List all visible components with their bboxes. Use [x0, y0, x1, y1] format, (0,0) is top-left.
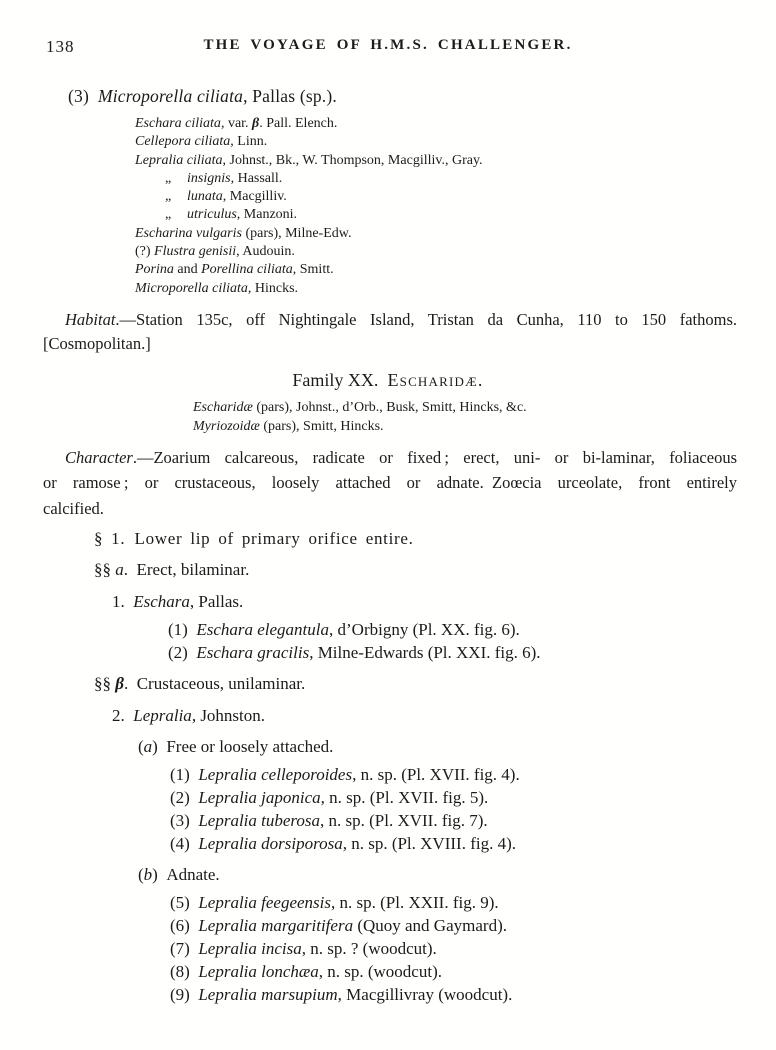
synonymy-list — [135, 115, 776, 298]
group-b-adnate: (b) Adnate. — [138, 865, 220, 885]
synonym-lepralia-insignis: „ insignis, Hassall. — [165, 170, 283, 186]
habitat-line: [Cosmopolitan.] — [43, 333, 151, 353]
character-line: or ramose ; or crustaceous, loosely attached or adnate. Zoœcia urceolate, front entirely — [43, 473, 737, 493]
synonym-lepralia-ciliata: Lepralia ciliata, Johnst., Bk., W. Thompson, Macgilliv., Gray. — [135, 152, 483, 168]
species-eschara-elegantula: (1) Eschara elegantula, d’Orbigny (Pl. XX. fig. 6). — [168, 620, 520, 640]
synonym-cellepora-ciliata: Cellepora ciliata, Linn. — [135, 134, 268, 150]
species-lepralia-japonica: (2) Lepralia japonica, n. sp. (Pl. XVII. fig. 5). — [170, 788, 489, 808]
synonym-escharina-vulgaris: Escharina vulgaris (pars), Milne-Edw. — [135, 225, 352, 241]
genus-2-lepralia: 2. Lepralia, Johnston. — [112, 706, 266, 726]
running-title: THE VOYAGE OF H.M.S. CHALLENGER. — [203, 37, 573, 53]
species-lepralia-celleporoides: (1) Lepralia celleporoides, n. sp. (Pl. XVII. fig. 4). — [170, 765, 520, 785]
family-synonym-myriozoidae: Myriozoidæ (pars), Smitt, Hincks. — [193, 418, 384, 434]
synonym-porina-porellina: Porina and Porellina ciliata, Smitt. — [135, 262, 334, 278]
family-heading-escharidae: Family XX. Escharidæ. — [292, 369, 484, 390]
subsection-beta-heading: §§ β. Crustaceous, unilaminar. — [94, 674, 306, 694]
synonym-lepralia-utriculus: „ utriculus, Manzoni. — [165, 207, 298, 223]
character-paragraph — [43, 445, 737, 522]
group-a-free-or-loosely-attached: (a) Free or loosely attached. — [138, 737, 334, 757]
species-eschara-gracilis: (2) Eschara gracilis, Milne-Edwards (Pl. XXI. fig. 6). — [168, 643, 541, 663]
page-number: 138 — [46, 37, 75, 56]
family-synonymy-list — [193, 398, 776, 436]
species-lepralia-incisa: (7) Lepralia incisa, n. sp. ? (woodcut). — [170, 939, 437, 959]
character-line: Character.—Zoarium calcareous, radicate or fixed ; erect, uni- or bi-laminar, foliaceous — [65, 447, 737, 467]
subsection-a-heading: §§ a. Erect, bilaminar. — [94, 560, 250, 580]
running-header — [0, 0, 776, 59]
species-heading-microporella-ciliata: (3) Microporella ciliata, Pallas (sp.). — [68, 86, 337, 106]
species-lepralia-margaritifera: (6) Lepralia margaritifera (Quoy and Gaymard). — [170, 916, 507, 936]
synonym-eschara-ciliata: Eschara ciliata, var. β. Pall. Elench. — [135, 116, 338, 131]
species-lepralia-dorsiporosa: (4) Lepralia dorsiporosa, n. sp. (Pl. XVIII. fig. 4). — [170, 834, 516, 854]
family-synonym-escharidae: Escharidæ (pars), Johnst., d’Orb., Busk, Smitt, Hincks, &c. — [193, 399, 527, 415]
species-lepralia-tuberosa: (3) Lepralia tuberosa, n. sp. (Pl. XVII. fig. 7). — [170, 811, 488, 831]
genus-1-eschara: 1. Eschara, Pallas. — [112, 592, 244, 612]
synonym-lepralia-lunata: „ lunata, Macgilliv. — [165, 189, 287, 205]
section-1-heading: § 1. Lower lip of primary orifice entire. — [94, 529, 414, 549]
synonym-microporella-ciliata: Microporella ciliata, Hincks. — [135, 280, 299, 296]
character-line: calcified. — [43, 498, 104, 518]
habitat-line: Habitat.—Station 135c, off Nightingale Island, Tristan da Cunha, 110 to 150 fathoms. — [65, 309, 737, 329]
species-lepralia-feegeensis: (5) Lepralia feegeensis, n. sp. (Pl. XXII. fig. 9). — [170, 893, 499, 913]
synonym-flustra-genisii: (?) Flustra genisii, Audouin. — [135, 244, 295, 260]
habitat-paragraph — [43, 308, 737, 356]
species-lepralia-lonchaea: (8) Lepralia lonchæa, n. sp. (woodcut). — [170, 962, 442, 982]
classification-outline — [0, 528, 776, 1006]
species-lepralia-marsupium: (9) Lepralia marsupium, Macgillivray (woodcut). — [170, 985, 513, 1005]
